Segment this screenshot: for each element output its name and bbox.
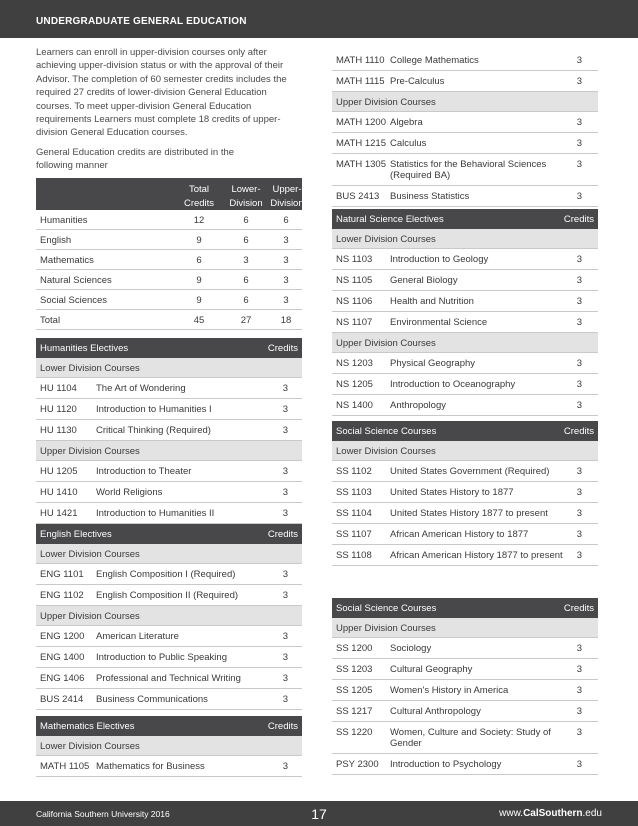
course-credits: 3: [576, 529, 582, 540]
course-code: HU 1410: [40, 487, 78, 498]
course-code: NS 1400: [336, 400, 373, 411]
summary-area: Humanities: [40, 215, 88, 226]
course-row: [332, 353, 598, 374]
intro-text: [36, 46, 298, 179]
course-title: United States Government (Required): [390, 466, 550, 477]
course-credits: 3: [282, 508, 288, 519]
social-science-lower-table: [332, 421, 598, 566]
summary-upper: 3: [283, 295, 289, 306]
course-credits: 3: [576, 254, 582, 265]
course-code: MATH 1105: [40, 761, 90, 772]
credits-label: Credits: [267, 343, 298, 354]
course-code: MATH 1200: [336, 117, 386, 128]
summary-upper: 18: [280, 315, 292, 326]
course-credits: 3: [576, 550, 582, 561]
course-title: English Composition I (Required): [96, 569, 236, 580]
course-row: [332, 186, 598, 207]
course-credits: 3: [282, 673, 288, 684]
course-credits: 3: [576, 55, 582, 66]
course-credits: 3: [576, 727, 582, 738]
summary-header: [36, 178, 302, 210]
course-title: Women's History in America: [390, 685, 509, 696]
course-title: College Mathematics: [390, 55, 479, 66]
course-title: Introduction to Public Speaking: [96, 652, 227, 663]
course-row: [332, 722, 598, 754]
course-title: Business Statistics: [390, 191, 470, 202]
course-title: United States History 1877 to present: [390, 508, 548, 519]
course-code: SS 1107: [336, 529, 372, 540]
course-code: NS 1106: [336, 296, 373, 307]
course-row: [36, 378, 302, 399]
course-credits: 3: [576, 643, 582, 654]
course-row: [332, 133, 598, 154]
credit-summary-table: [36, 178, 302, 330]
summary-row: [36, 270, 302, 290]
course-credits: 3: [576, 685, 582, 696]
course-code: BUS 2414: [40, 694, 84, 705]
page-number: 17: [311, 806, 327, 822]
course-row: [332, 270, 598, 291]
division-label: Upper Division Courses: [336, 97, 436, 108]
course-row: [332, 482, 598, 503]
course-credits: 3: [282, 383, 288, 394]
summary-header-lower: Lower-Division: [229, 184, 263, 209]
summary-area: English: [40, 235, 72, 246]
footer-url[interactable]: www.CalSouthern.edu: [499, 808, 602, 819]
page-footer: [0, 801, 638, 826]
course-row: [332, 312, 598, 333]
course-credits: 3: [576, 358, 582, 369]
course-title: Critical Thinking (Required): [96, 425, 211, 436]
course-row: [332, 50, 598, 71]
summary-total: 12: [193, 215, 205, 226]
summary-area: Mathematics: [40, 255, 94, 266]
summary-lower: 6: [243, 235, 249, 246]
credits-label: Credits: [563, 603, 594, 614]
summary-total: 9: [196, 275, 202, 286]
course-code: ENG 1200: [40, 631, 85, 642]
course-code: PSY 2300: [336, 759, 379, 770]
course-title: Introduction to Humanities I: [96, 404, 212, 415]
course-code: HU 1421: [40, 508, 78, 519]
summary-total: 6: [196, 255, 202, 266]
summary-area: Natural Sciences: [40, 275, 112, 286]
summary-lower: 6: [243, 215, 249, 226]
course-credits: 3: [576, 508, 582, 519]
division-label: Upper Division Courses: [336, 623, 436, 634]
course-credits: 3: [282, 631, 288, 642]
course-title: Statistics for the Behavioral Sciences (Required BA): [390, 159, 547, 181]
course-credits: 3: [576, 275, 582, 286]
course-title: African American History 1877 to present: [390, 550, 563, 561]
table-title: Social Science Courses: [336, 603, 437, 614]
summary-upper: 6: [283, 215, 289, 226]
course-credits: 3: [282, 761, 288, 772]
credits-label: Credits: [563, 426, 594, 437]
course-title: Cultural Geography: [390, 664, 473, 675]
natural-science-electives-table: [332, 209, 598, 416]
course-row: [332, 754, 598, 775]
course-title: The Art of Wondering: [96, 383, 186, 394]
course-code: MATH 1110: [336, 55, 385, 66]
division-subheader: [332, 229, 598, 249]
course-title: World Religions: [96, 487, 163, 498]
course-code: SS 1102: [336, 466, 372, 477]
summary-area: Total: [40, 315, 61, 326]
course-row: [332, 524, 598, 545]
course-code: NS 1205: [336, 379, 373, 390]
humanities-electives-table: [36, 338, 302, 524]
summary-total: 45: [193, 315, 205, 326]
course-code: SS 1205: [336, 685, 373, 696]
summary-header-upper: Upper-Division: [270, 184, 304, 209]
intro-paragraph-1: Learners can enroll in upper-division courses only after achieving upper-division status or with the approval of their Advisor. The completion of 60 semester credits includes the required 27 credits of lower-division General Education courses. To meet upper-division General Education requirements Learners must complete 18 credits of upper-division General Education courses.: [36, 47, 287, 139]
division-label: Upper Division Courses: [40, 611, 140, 622]
course-row: [332, 395, 598, 416]
course-code: HU 1120: [40, 404, 77, 415]
credits-label: Credits: [267, 721, 298, 732]
course-title: Introduction to Psychology: [390, 759, 502, 770]
division-subheader: [36, 441, 302, 461]
course-row: [36, 585, 302, 606]
course-title: African American History to 1877: [390, 529, 529, 540]
summary-row: [36, 250, 302, 270]
course-credits: 3: [282, 404, 288, 415]
course-credits: 3: [576, 191, 582, 202]
course-title: Introduction to Theater: [96, 466, 192, 477]
course-credits: 3: [576, 487, 582, 498]
course-code: SS 1217: [336, 706, 373, 717]
course-title: English Composition II (Required): [96, 590, 239, 601]
division-label: Upper Division Courses: [40, 446, 140, 457]
course-title: Health and Nutrition: [390, 296, 474, 307]
course-row: [332, 71, 598, 92]
division-label: Upper Division Courses: [336, 338, 436, 349]
course-code: NS 1103: [336, 254, 373, 265]
course-credits: 3: [576, 296, 582, 307]
table-title: Mathematics Electives: [40, 721, 135, 732]
course-code: MATH 1215: [336, 138, 386, 149]
course-row: [332, 638, 598, 659]
table-title: Natural Science Electives: [336, 214, 444, 225]
course-row: [36, 756, 302, 777]
course-title: American Literature: [96, 631, 179, 642]
summary-row: [36, 230, 302, 250]
course-credits: 3: [576, 317, 582, 328]
course-row: [36, 461, 302, 482]
course-credits: 3: [576, 117, 582, 128]
summary-upper: 3: [283, 255, 289, 266]
course-code: HU 1130: [40, 425, 77, 436]
course-code: HU 1104: [40, 383, 77, 394]
summary-row: [36, 210, 302, 230]
course-code: MATH 1115: [336, 76, 385, 87]
course-row: [36, 503, 302, 524]
course-title: Calculus: [390, 138, 427, 149]
course-credits: 3: [576, 138, 582, 149]
course-row: [36, 399, 302, 420]
course-credits: 3: [282, 466, 288, 477]
course-code: NS 1203: [336, 358, 373, 369]
course-row: [36, 689, 302, 710]
course-row: [36, 668, 302, 689]
course-code: HU 1205: [40, 466, 78, 477]
course-title: Women, Culture and Society: Study of Gender: [390, 727, 551, 749]
division-subheader: [36, 606, 302, 626]
course-code: SS 1103: [336, 487, 372, 498]
division-label: Lower Division Courses: [40, 549, 140, 560]
division-subheader: [332, 333, 598, 353]
course-title: Business Communications: [96, 694, 208, 705]
summary-total: 9: [196, 235, 202, 246]
table-header: [36, 716, 302, 736]
division-label: Lower Division Courses: [40, 363, 140, 374]
summary-upper: 3: [283, 275, 289, 286]
page-header: [0, 0, 638, 38]
table-title: Humanities Electives: [40, 343, 129, 354]
division-subheader: [36, 736, 302, 756]
course-credits: 3: [576, 706, 582, 717]
summary-upper: 3: [283, 235, 289, 246]
course-code: ENG 1102: [40, 590, 84, 601]
course-title: Algebra: [390, 117, 423, 128]
course-title: Introduction to Humanities II: [96, 508, 215, 519]
summary-lower: 27: [240, 315, 252, 326]
summary-row: [36, 310, 302, 330]
course-credits: 3: [282, 652, 288, 663]
course-row: [332, 680, 598, 701]
course-row: [332, 291, 598, 312]
course-code: SS 1203: [336, 664, 373, 675]
course-row: [332, 112, 598, 133]
course-title: United States History to 1877: [390, 487, 514, 498]
course-credits: 3: [576, 400, 582, 411]
course-credits: 3: [576, 76, 582, 87]
course-code: SS 1104: [336, 508, 372, 519]
division-subheader: [332, 441, 598, 461]
course-title: Environmental Science: [390, 317, 488, 328]
division-subheader: [332, 618, 598, 638]
math-electives-table: [36, 716, 302, 777]
course-row: [36, 420, 302, 441]
course-code: ENG 1406: [40, 673, 85, 684]
summary-lower: 6: [243, 295, 249, 306]
course-title: Anthropology: [390, 400, 446, 411]
course-row: [36, 626, 302, 647]
division-subheader: [36, 358, 302, 378]
course-credits: 3: [576, 664, 582, 675]
course-row: [332, 154, 598, 186]
course-row: [332, 461, 598, 482]
course-title: Introduction to Oceanography: [390, 379, 516, 390]
course-title: General Biology: [390, 275, 458, 286]
summary-area: Social Sciences: [40, 295, 108, 306]
course-title: Mathematics for Business: [96, 761, 205, 772]
course-credits: 3: [282, 487, 288, 498]
division-subheader: [36, 544, 302, 564]
division-label: Lower Division Courses: [336, 234, 436, 245]
course-code: ENG 1400: [40, 652, 85, 663]
course-title: Introduction to Geology: [390, 254, 489, 265]
table-header: [332, 209, 598, 229]
table-title: Social Science Courses: [336, 426, 437, 437]
course-row: [332, 503, 598, 524]
course-title: Pre-Calculus: [390, 76, 445, 87]
course-row: [332, 701, 598, 722]
course-row: [332, 249, 598, 270]
footer-copyright: California Southern University 2016: [36, 809, 170, 819]
course-credits: 3: [576, 759, 582, 770]
summary-header-total: Total Credits: [183, 184, 215, 209]
course-row: [36, 564, 302, 585]
course-code: NS 1107: [336, 317, 373, 328]
division-label: Lower Division Courses: [336, 446, 436, 457]
course-code: BUS 2413: [336, 191, 380, 202]
course-row: [332, 545, 598, 566]
intro-paragraph-2: General Education credits are distributed in the following manner: [36, 146, 235, 172]
course-code: MATH 1305: [336, 159, 386, 170]
course-row: [36, 482, 302, 503]
course-row: [36, 647, 302, 668]
course-credits: 3: [576, 159, 582, 170]
course-row: [332, 659, 598, 680]
table-header: [36, 338, 302, 358]
course-title: Cultural Anthropology: [390, 706, 481, 717]
division-subheader: [332, 92, 598, 112]
english-electives-table: [36, 524, 302, 710]
course-credits: 3: [576, 379, 582, 390]
course-title: Sociology: [390, 643, 432, 654]
summary-total: 9: [196, 295, 202, 306]
course-code: SS 1200: [336, 643, 373, 654]
course-code: SS 1108: [336, 550, 372, 561]
course-title: Professional and Technical Writing: [96, 673, 241, 684]
math-electives-continued-table: [332, 50, 598, 207]
division-label: Lower Division Courses: [40, 741, 140, 752]
course-code: SS 1220: [336, 727, 373, 738]
course-credits: 3: [282, 694, 288, 705]
course-code: ENG 1101: [40, 569, 84, 580]
credits-label: Credits: [267, 529, 298, 540]
course-credits: 3: [282, 590, 288, 601]
table-header: [332, 598, 598, 618]
table-title: English Electives: [40, 529, 112, 540]
course-credits: 3: [282, 425, 288, 436]
course-code: NS 1105: [336, 275, 373, 286]
course-row: [332, 374, 598, 395]
summary-lower: 3: [243, 255, 249, 266]
table-header: [36, 524, 302, 544]
credits-label: Credits: [563, 214, 594, 225]
summary-lower: 6: [243, 275, 249, 286]
course-title: Physical Geography: [390, 358, 476, 369]
summary-row: [36, 290, 302, 310]
course-credits: 3: [282, 569, 288, 580]
table-header: [332, 421, 598, 441]
course-credits: 3: [576, 466, 582, 477]
header-title: UNDERGRADUATE GENERAL EDUCATION: [36, 16, 247, 27]
social-science-upper-table: [332, 598, 598, 775]
